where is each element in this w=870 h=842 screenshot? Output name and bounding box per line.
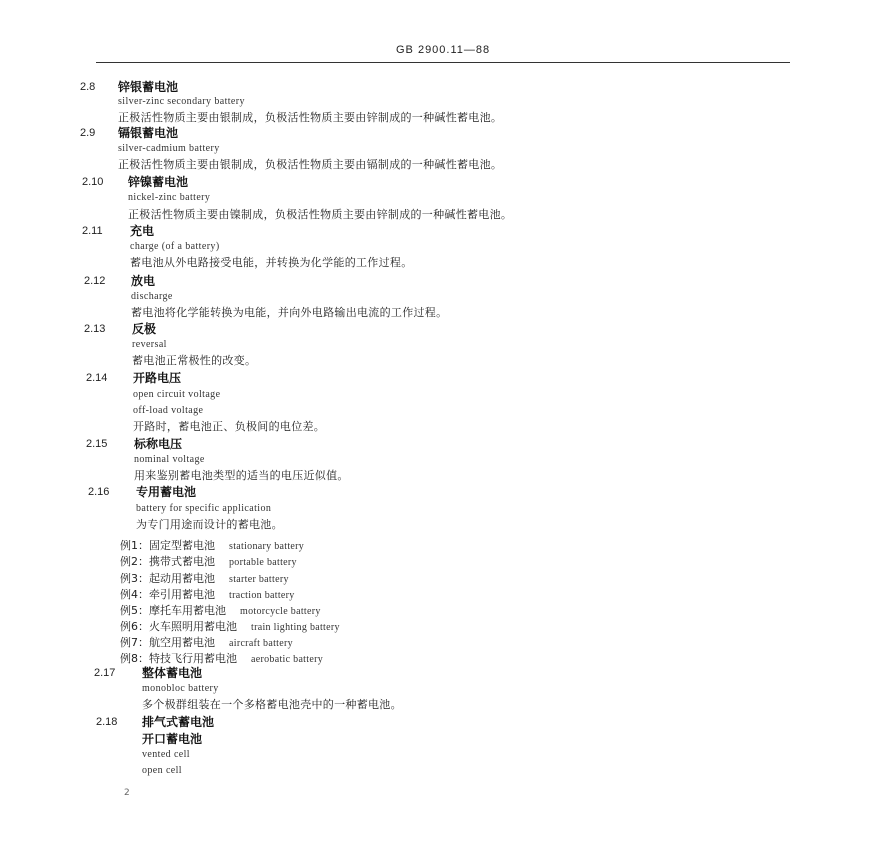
entry-definition: 正极活性物质主要由镍制成，负极活性物质主要由锌制成的一种碱性蓄电池。 bbox=[128, 208, 513, 221]
entry-english: nickel-zinc battery bbox=[128, 192, 211, 203]
example-english: train lighting battery bbox=[251, 622, 340, 633]
example-chinese: 例2：携带式蓄电池 bbox=[120, 555, 215, 568]
entry-term: 整体蓄电池 bbox=[142, 666, 203, 680]
example-chinese: 例3：起动用蓄电池 bbox=[120, 572, 215, 585]
entry-term: 锌镍蓄电池 bbox=[128, 175, 189, 189]
entry-english: off-load voltage bbox=[133, 405, 204, 416]
example-english: aerobatic battery bbox=[251, 654, 324, 665]
example-english: starter battery bbox=[229, 574, 289, 585]
example-english: traction battery bbox=[229, 590, 295, 601]
example-row bbox=[120, 552, 297, 568]
entry-definition: 开路时，蓄电池正、负极间的电位差。 bbox=[133, 420, 326, 433]
entry-english: silver-zinc secondary battery bbox=[118, 96, 245, 107]
entry-term: 放电 bbox=[131, 274, 156, 288]
entry-definition: 为专门用途而设计的蓄电池。 bbox=[136, 518, 283, 531]
entry-term: 排气式蓄电池 bbox=[142, 715, 215, 729]
entry-definition: 用来鉴别蓄电池类型的适当的电压近似值。 bbox=[134, 469, 349, 482]
entry-number: 2.18 bbox=[96, 716, 118, 728]
example-row bbox=[120, 569, 289, 585]
entry-english: monobloc battery bbox=[142, 683, 219, 694]
entry-term: 充电 bbox=[130, 224, 155, 238]
entry-number: 2.14 bbox=[86, 372, 108, 384]
example-row bbox=[120, 601, 321, 617]
entry-term: 标称电压 bbox=[134, 437, 183, 451]
example-english: aircraft battery bbox=[229, 638, 293, 649]
example-chinese: 例5：摩托车用蓄电池 bbox=[120, 604, 226, 617]
example-row bbox=[120, 649, 323, 665]
example-english: portable battery bbox=[229, 557, 297, 568]
entry-english: reversal bbox=[132, 339, 167, 350]
entry-english: nominal voltage bbox=[134, 454, 205, 465]
entry-term: 专用蓄电池 bbox=[136, 485, 197, 499]
entry-number: 2.16 bbox=[88, 486, 110, 498]
entry-definition: 正极活性物质主要由银制成，负极活性物质主要由锌制成的一种碱性蓄电池。 bbox=[118, 111, 503, 124]
example-english: stationary battery bbox=[229, 541, 305, 552]
entry-number: 2.11 bbox=[82, 225, 103, 237]
example-row bbox=[120, 617, 340, 633]
entry-term: 开路电压 bbox=[133, 371, 182, 385]
entry-term: 锌银蓄电池 bbox=[118, 80, 179, 94]
entry-number: 2.9 bbox=[80, 127, 96, 139]
entry-term: 镉银蓄电池 bbox=[118, 126, 179, 140]
document-code: GB 2900.11—88 bbox=[396, 44, 491, 56]
entry-english: silver-cadmium battery bbox=[118, 143, 220, 154]
example-row bbox=[120, 536, 304, 552]
entry-number: 2.15 bbox=[86, 438, 108, 450]
entry-number: 2.10 bbox=[82, 176, 104, 188]
entry-number: 2.12 bbox=[84, 275, 106, 287]
entry-english: vented cell bbox=[142, 749, 190, 760]
entry-definition: 蓄电池将化学能转换为电能，并向外电路输出电流的工作过程。 bbox=[131, 306, 448, 319]
example-row bbox=[120, 585, 295, 601]
entry-definition: 蓄电池从外电路接受电能，并转换为化学能的工作过程。 bbox=[130, 256, 413, 269]
entry-english: discharge bbox=[131, 291, 173, 302]
entry-english: charge (of a battery) bbox=[130, 241, 220, 252]
entry-definition: 蓄电池正常极性的改变。 bbox=[132, 354, 257, 367]
entry-english: open circuit voltage bbox=[133, 389, 221, 400]
page-mark: 2 bbox=[124, 788, 130, 798]
entry-english: open cell bbox=[142, 765, 182, 776]
entry-number: 2.17 bbox=[94, 667, 116, 679]
example-chinese: 例4：牵引用蓄电池 bbox=[120, 588, 215, 601]
example-chinese: 例6：火车照明用蓄电池 bbox=[120, 620, 237, 633]
example-chinese: 例7：航空用蓄电池 bbox=[120, 636, 215, 649]
entry-term: 反极 bbox=[132, 322, 157, 336]
entry-definition: 多个极群组装在一个多格蓄电池壳中的一种蓄电池。 bbox=[142, 698, 402, 711]
entry-number: 2.8 bbox=[80, 81, 96, 93]
entry-english: battery for specific application bbox=[136, 503, 272, 514]
example-chinese: 例1：固定型蓄电池 bbox=[120, 539, 215, 552]
entry-number: 2.13 bbox=[84, 323, 106, 335]
entry-term-alternate: 开口蓄电池 bbox=[142, 732, 203, 746]
entry-definition: 正极活性物质主要由银制成，负极活性物质主要由镉制成的一种碱性蓄电池。 bbox=[118, 158, 503, 171]
example-chinese: 例8：特技飞行用蓄电池 bbox=[120, 652, 237, 665]
example-english: motorcycle battery bbox=[240, 606, 321, 617]
example-row bbox=[120, 633, 293, 649]
